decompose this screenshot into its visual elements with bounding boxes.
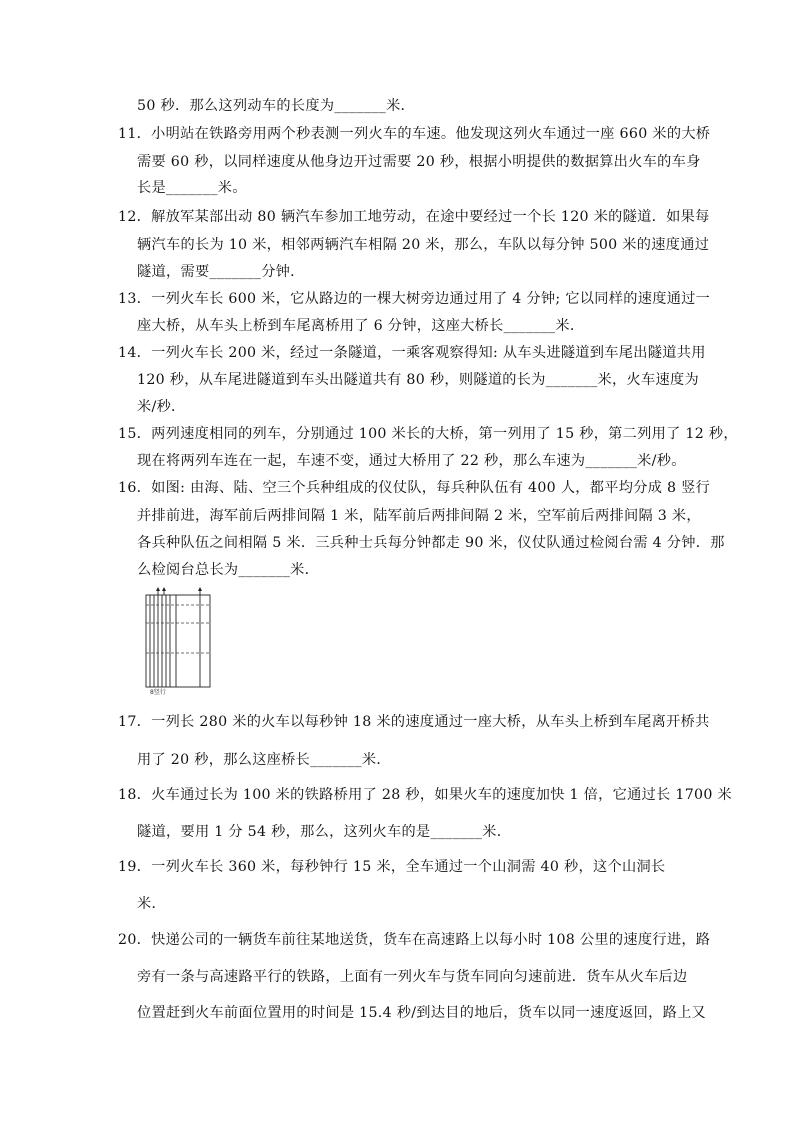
problem-16-line-3: 各兵种队伍之间相隔 5 米．三兵种士兵每分钟都走 90 米，仪仗队通过检阅台需 4 分钟．那: [137, 535, 725, 551]
problem-12-line-3: 隧道，需要_______分钟．: [137, 264, 305, 280]
problem-14-line-2: 120 秒，从车尾进隧道到车头出隧道共有 80 秒，则隧道的长为_______米，火车速度为: [137, 372, 699, 388]
problem-13-line-1: 13．一列火车长 600 米，它从路边的一棵大树旁边通过用了 4 分钟; 它以同样的速度通过一: [118, 291, 711, 307]
problem-15-line-2: 现在将两列车连在一起，车速不变，通过大桥用了 22 秒，那么车速为_______米/秒。: [137, 453, 686, 469]
problem-16-line-2: 并排前进，海军前后两排间隔 1 米，陆军前后两排间隔 2 米，空军前后两排间隔 3 米，: [137, 508, 701, 524]
problem-13-line-2: 座大桥，从车头上桥到车尾离桥用了 6 分钟，这座大桥长_______米．: [137, 318, 585, 334]
problem-20-line-1: 20．快递公司的一辆货车前往某地送货，货车在高速路上以每小时 108 公里的速度行进，路: [118, 932, 711, 948]
problem-11-line-2: 需要 60 秒，以同样速度从他身边开过需要 20 秒，根据小明提供的数据算出火车的车身: [137, 154, 701, 170]
problem-15-line-1: 15．两列速度相同的列车，分别通过 100 米长的大桥，第一列用了 15 秒，第二列用了 12 秒，: [118, 426, 738, 442]
problem-16-line-4: 么检阅台总长为_______米．: [137, 562, 320, 578]
parade-formation-figure: [140, 587, 218, 695]
problem-16-line-1: 16．如图: 由海、陆、空三个兵种组成的仪仗队，每兵种队伍有 400 人，都平均分成 8 竖行: [118, 480, 711, 496]
figure-caption: 8竖行: [150, 689, 166, 695]
problem-14-line-3: 米/秒．: [137, 399, 186, 415]
problem-11-line-3: 长是_______米。: [137, 180, 247, 196]
problem-11-line-1: 11．小明站在铁路旁用两个秒表测一列火车的车速。他发现这列火车通过一座 660 米的大桥: [118, 126, 711, 142]
problem-18-line-1: 18．火车通过长为 100 米的铁路桥用了 28 秒，如果火车的速度加快 1 倍，它通过长 1700 米: [118, 787, 732, 803]
problem-18-line-2: 隧道，要用 1 分 54 秒，那么，这列火车的是_______米．: [137, 824, 512, 840]
problem-20-line-2: 旁有一条与高速路平行的铁路，上面有一列火车与货车同向匀速前进．货车从火车后边: [137, 969, 688, 985]
problem-17-line-1: 17．一列长 280 米的火车以每秒钟 18 米的速度通过一座大桥，从车头上桥到车尾离开桥共: [118, 714, 710, 730]
problem-19-line-1: 19．一列火车长 360 米，每秒钟行 15 米，全车通过一个山洞需 40 秒，这个山洞长: [118, 859, 666, 875]
problem-12-line-1: 12．解放军某部出动 80 辆汽车参加工地劳动，在途中要经过一个长 120 米的隧道．如果每: [118, 209, 710, 225]
problem-19-line-2: 米．: [137, 896, 166, 912]
problem-10-tail: 50 秒．那么这列动车的长度为_______米．: [137, 98, 416, 114]
problem-14-line-1: 14．一列火车长 200 米，经过一条隧道，一乘客观察得知: 从车头进隧道到车尾出隧道共用: [118, 345, 706, 361]
problem-17-line-2: 用了 20 秒，那么这座桥长_______米．: [137, 752, 391, 768]
problem-12-line-2: 辆汽车的长为 10 米，相邻两辆汽车相隔 20 米，那么，车队以每分钟 500 米的速度通过: [137, 237, 710, 253]
problem-20-line-3: 位置赶到火车前面位置用的时间是 15.4 秒/到达目的地后，货车以同一速度返回，路上又: [137, 1005, 707, 1021]
